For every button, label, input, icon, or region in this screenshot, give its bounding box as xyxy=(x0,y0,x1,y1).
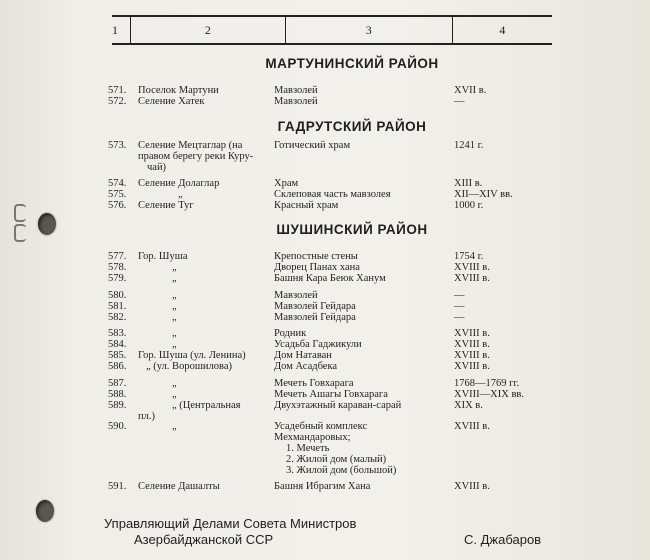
row-number: 573. xyxy=(108,140,127,151)
binder-hole-bottom xyxy=(36,500,54,522)
row-place: „ (Центральная xyxy=(172,400,241,411)
row-object: Двухэтажный караван-сарай xyxy=(274,400,402,411)
row-number: 589. xyxy=(108,400,127,411)
row-date: 1768—1769 гг. xyxy=(454,378,520,389)
row-place: „ xyxy=(172,262,177,273)
row-number: 580. xyxy=(108,290,127,301)
table-row xyxy=(108,96,568,107)
row-object: Башня Ибрагим Хана xyxy=(274,481,371,492)
row-date: XVIII в. xyxy=(454,361,490,372)
row-object-continuation: 2. Жилой дом (малый) xyxy=(286,454,387,465)
row-number: 582. xyxy=(108,312,127,323)
row-object: Дом Натаван xyxy=(274,350,332,361)
row-date: XVIII в. xyxy=(454,328,490,339)
row-date: XVIII в. xyxy=(454,339,490,350)
row-object-continuation: Мехмандаровых; xyxy=(274,432,351,443)
row-date: XIII в. xyxy=(454,178,483,189)
table-row xyxy=(108,301,568,312)
header-col-1: 1 xyxy=(112,17,131,43)
table-row xyxy=(108,140,568,151)
signatory-name: С. Джабаров xyxy=(464,532,542,547)
row-object: Мечеть Ашагы Говхарага xyxy=(274,389,388,400)
row-object: Храм xyxy=(274,178,299,189)
row-place: „ (ул. Ворошилова) xyxy=(146,361,232,372)
row-object-continuation: 1. Мечеть xyxy=(286,443,330,454)
row-object: Красный храм xyxy=(274,200,339,211)
row-place-continuation: правом берегу реки Куру- xyxy=(138,151,254,162)
header-col-4: 4 xyxy=(499,22,506,37)
row-object: Склеповая часть мавзолея xyxy=(274,189,391,200)
row-object: Мавзолей Гейдара xyxy=(274,312,356,323)
row-number: 590. xyxy=(108,421,127,432)
row-number: 577. xyxy=(108,251,127,262)
table-row xyxy=(108,378,568,389)
row-place: Поселок Мартуни xyxy=(138,85,219,96)
table-row xyxy=(108,189,568,200)
row-object: Родник xyxy=(274,328,307,339)
section-title-gadrut: ГАДРУТСКИЙ РАЙОН xyxy=(277,119,427,134)
row-date: XVIII в. xyxy=(454,262,490,273)
row-number: 585. xyxy=(108,350,127,361)
row-place-continuation: пл.) xyxy=(138,411,155,422)
table-row xyxy=(108,361,568,372)
table-row xyxy=(108,200,568,211)
row-object: Дом Асадбека xyxy=(274,361,338,372)
row-number: 584. xyxy=(108,339,127,350)
row-number: 572. xyxy=(108,96,127,107)
row-date: XVIII в. xyxy=(454,421,490,432)
row-place: Селение Долаглар xyxy=(138,178,220,189)
row-object: Башня Кара Беюк Ханум xyxy=(274,273,386,284)
row-place: Селение Дашалты xyxy=(138,481,220,492)
table-row xyxy=(108,328,568,339)
row-date: XVIII в. xyxy=(454,350,490,361)
section-title-shusha: ШУШИНСКИЙ РАЙОН xyxy=(276,222,428,237)
row-date: XIX в. xyxy=(454,400,483,411)
row-place: „ xyxy=(172,389,177,400)
row-object: Готический храм xyxy=(274,140,351,151)
row-date: XVIII в. xyxy=(454,273,490,284)
row-date: 1241 г. xyxy=(454,140,484,151)
row-object: Крепостные стены xyxy=(274,251,358,262)
row-object-continuation: 3. Жилой дом (большой) xyxy=(286,465,397,476)
row-number: 575. xyxy=(108,189,127,200)
row-place: „ xyxy=(178,189,183,200)
row-object: Мавзолей xyxy=(274,290,318,301)
row-date: 1754 г. xyxy=(454,251,484,262)
row-number: 579. xyxy=(108,273,127,284)
row-number: 578. xyxy=(108,262,127,273)
row-object: Усадебный комплекс xyxy=(274,421,368,432)
row-place: Селение Туг xyxy=(138,200,194,211)
row-object: Мавзолей xyxy=(274,85,318,96)
row-number: 591. xyxy=(108,481,127,492)
row-number: 586. xyxy=(108,361,127,372)
row-date: XVIII—XIX вв. xyxy=(454,389,524,400)
table-row xyxy=(108,350,568,361)
row-place: Гор. Шуша (ул. Ленина) xyxy=(138,350,246,361)
signatory-title-line2: Азербайджанской ССР xyxy=(134,532,274,547)
row-place: „ xyxy=(172,290,177,301)
table-row xyxy=(108,400,568,411)
table-row xyxy=(108,312,568,323)
header-col-3: 3 xyxy=(286,17,453,43)
table-row xyxy=(108,251,568,262)
row-place: Гор. Шуша xyxy=(138,251,188,262)
table-row xyxy=(108,481,568,492)
row-place: „ xyxy=(172,328,177,339)
row-date: — xyxy=(454,312,465,323)
table-row xyxy=(108,262,568,273)
row-number: 587. xyxy=(108,378,127,389)
header-col-2: 2 xyxy=(131,17,286,43)
row-number: 571. xyxy=(108,85,127,96)
row-date: — xyxy=(454,96,465,107)
row-place: „ xyxy=(172,378,177,389)
section-title-martuni: МАРТУНИНСКИЙ РАЙОН xyxy=(265,56,439,71)
signatory-title-line1: Управляющий Делами Совета Министров xyxy=(104,516,357,531)
table-row xyxy=(108,339,568,350)
row-place: „ xyxy=(172,301,177,312)
row-date: — xyxy=(454,301,465,312)
binder-clip-top xyxy=(14,204,26,222)
row-date: XII—XIV вв. xyxy=(454,189,513,200)
row-number: 581. xyxy=(108,301,127,312)
row-date: 1000 г. xyxy=(454,200,484,211)
row-place: „ xyxy=(172,421,177,432)
row-object: Усадьба Гаджикули xyxy=(274,339,362,350)
row-object: Мавзолей xyxy=(274,96,318,107)
row-date: XVIII в. xyxy=(454,481,490,492)
table-row xyxy=(108,421,568,432)
table-row xyxy=(108,389,568,400)
row-place: „ xyxy=(172,312,177,323)
table-row xyxy=(108,178,568,189)
table-row xyxy=(108,85,568,96)
table-row xyxy=(108,273,568,284)
row-object: Мечеть Говхарага xyxy=(274,378,354,389)
row-number: 574. xyxy=(108,178,127,189)
row-place-continuation: чай) xyxy=(147,162,167,173)
row-place: „ xyxy=(172,273,177,284)
row-date: XVII в. xyxy=(454,85,487,96)
row-object: Дворец Панах хана xyxy=(274,262,360,273)
row-place: „ xyxy=(172,339,177,350)
row-object: Мавзолей Гейдара xyxy=(274,301,356,312)
row-date: — xyxy=(454,290,465,301)
binder-clip-bottom xyxy=(14,224,26,242)
table-header xyxy=(112,15,552,45)
binder-hole-top xyxy=(38,213,56,235)
table-row xyxy=(108,290,568,301)
row-place: Селение Хатек xyxy=(138,96,205,107)
row-number: 576. xyxy=(108,200,127,211)
row-number: 583. xyxy=(108,328,127,339)
row-number: 588. xyxy=(108,389,127,400)
row-place: Селение Мецтаглар (на xyxy=(138,140,243,151)
